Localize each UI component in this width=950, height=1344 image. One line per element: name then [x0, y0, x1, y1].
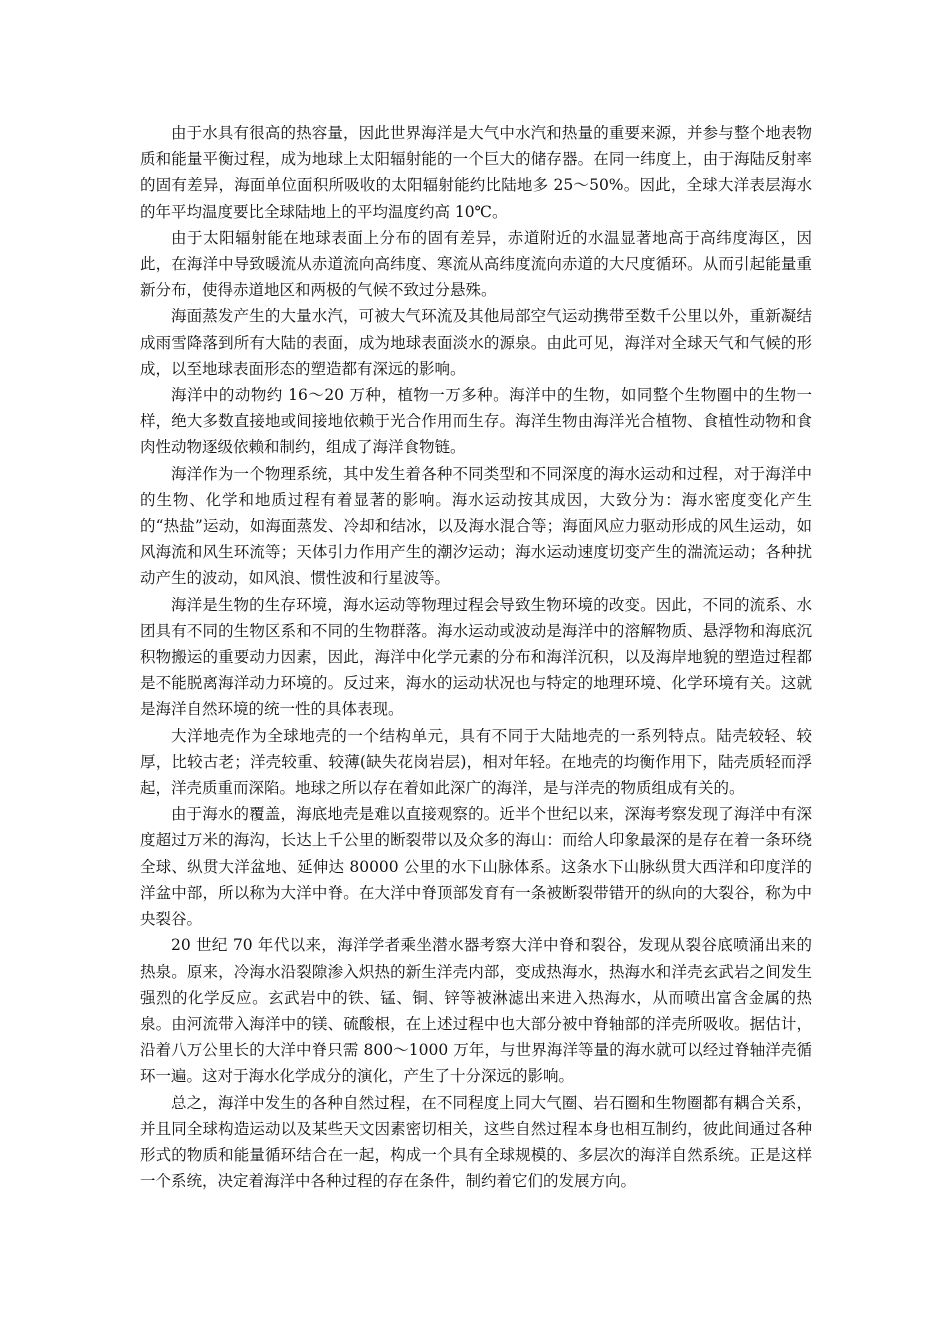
paragraph-6: 海洋是生物的生存环境，海水运动等物理过程会导致生物环境的改变。因此，不同的流系、水团具有不同的生物区系和不同的生物群落。海水运动或波动是海洋中的溶解物质、悬浮物和海底沉积物搬运的重要动力因素，因此，海洋中化学元素的分布和海洋沉积，以及海岸地貌的塑造过程都是不能脱离海洋动力环境的。反过来，海水的运动状况也与特定的地理环境、化学环境有关。这就是海洋自然环境的统一性的具体表现。 [140, 595, 812, 719]
paragraph-4: 海洋中的动物约 16～20 万种，植物一万多种。海洋中的生物，如同整个生物圈中的生物一样，绝大多数直接地或间接地依赖于光合作用而生存。海洋生物由海洋光合植物、食植性动物和食肉性动物逐级依赖和制约，组成了海洋食物链。 [140, 386, 812, 457]
document-body [140, 120, 812, 1194]
paragraph-7: 大洋地壳作为全球地壳的一个结构单元，具有不同于大陆地壳的一系列特点。陆壳较轻、较厚，比较古老；洋壳较重、较薄(缺失花岗岩层)，相对年轻。在地壳的均衡作用下，陆壳质轻而浮起，洋壳质重而深陷。地球之所以存在着如此深广的海洋，是与洋壳的物质组成有关的。 [140, 726, 812, 798]
paragraph-9: 20 世纪 70 年代以来，海洋学者乘坐潜水器考察大洋中脊和裂谷，发现从裂谷底喷涌出来的热泉。原来，冷海水沿裂隙渗入炽热的新生洋壳内部，变成热海水，热海水和洋壳玄武岩之间发生强烈的化学反应。玄武岩中的铁、锰、铜、锌等被淋滤出来进入热海水，从而喷出富含金属的热泉。由河流带入海洋中的镁、硫酸根，在上述过程中也大部分被中脊轴部的洋壳所吸收。据估计，沿着八万公里长的大洋中脊只需 800～1000 万年，与世界海洋等量的海水就可以经过脊轴洋壳循环一遍。这对于海水化学成分的演化，产生了十分深远的影响。 [140, 936, 812, 1086]
paragraph-10: 总之，海洋中发生的各种自然过程，在不同程度上同大气圈、岩石圈和生物圈都有耦合关系，并且同全球构造运动以及某些天文因素密切相关，这些自然过程本身也相互制约，彼此间通过各种形式的物质和能量循环结合在一起，构成一个具有全球规模的、多层次的海洋自然系统。正是这样一个系统，决定着海洋中各种过程的存在条件，制约着它们的发展方向。 [140, 1093, 812, 1191]
paragraph-3: 海面蒸发产生的大量水汽，可被大气环流及其他局部空气运动携带至数千公里以外，重新凝结成雨雪降落到所有大陆的表面，成为地球表面淡水的源泉。由此可见，海洋对全球天气和气候的形成，以至地球表面形态的塑造都有深远的影响。 [140, 307, 812, 378]
paragraph-8: 由于海水的覆盖，海底地壳是难以直接观察的。近半个世纪以来，深海考察发现了海洋中有深度超过万米的海沟，长达上千公里的断裂带以及众多的海山：而给人印象最深的是存在着一条环绕全球、纵贯大洋盆地、延伸达 80000 公里的水下山脉体系。这条水下山脉纵贯大西洋和印度洋的洋盆中部，所以称为大洋中脊。在大洋中脊顶部发育有一条被断裂带错开的纵向的大裂谷，称为中央裂谷。 [140, 805, 812, 929]
paragraph-5: 海洋作为一个物理系统，其中发生着各种不同类型和不同深度的海水运动和过程，对于海洋中的生物、化学和地质过程有着显著的影响。海水运动按其成因，大致分为：海水密度变化产生的“热盐”运动，如海面蒸发、冷却和结冰，以及海水混合等；海面风应力驱动形成的风生运动，如风海流和风生环流等；天体引力作用产生的潮汐运动；海水运动速度切变产生的湍流运动；各种扰动产生的波动，如风浪、惯性波和行星波等。 [140, 464, 812, 588]
paragraph-1: 由于水具有很高的热容量，因此世界海洋是大气中水汽和热量的重要来源，并参与整个地表物质和能量平衡过程，成为地球上太阳辐射能的一个巨大的储存器。在同一纬度上，由于海陆反射率的固有差异，海面单位面积所吸收的太阳辐射能约比陆地多 25～50%。因此，全球大洋表层海水的年平均温度要比全球陆地上的平均温度约高 10℃。 [140, 124, 812, 221]
paragraph-2: 由于太阳辐射能在地球表面上分布的固有差异，赤道附近的水温显著地高于高纬度海区，因此，在海洋中导致暖流从赤道流向高纬度、寒流从高纬度流向赤道的大尺度循环。从而引起能量重新分布，使得赤道地区和两极的气候不致过分悬殊。 [140, 228, 812, 300]
